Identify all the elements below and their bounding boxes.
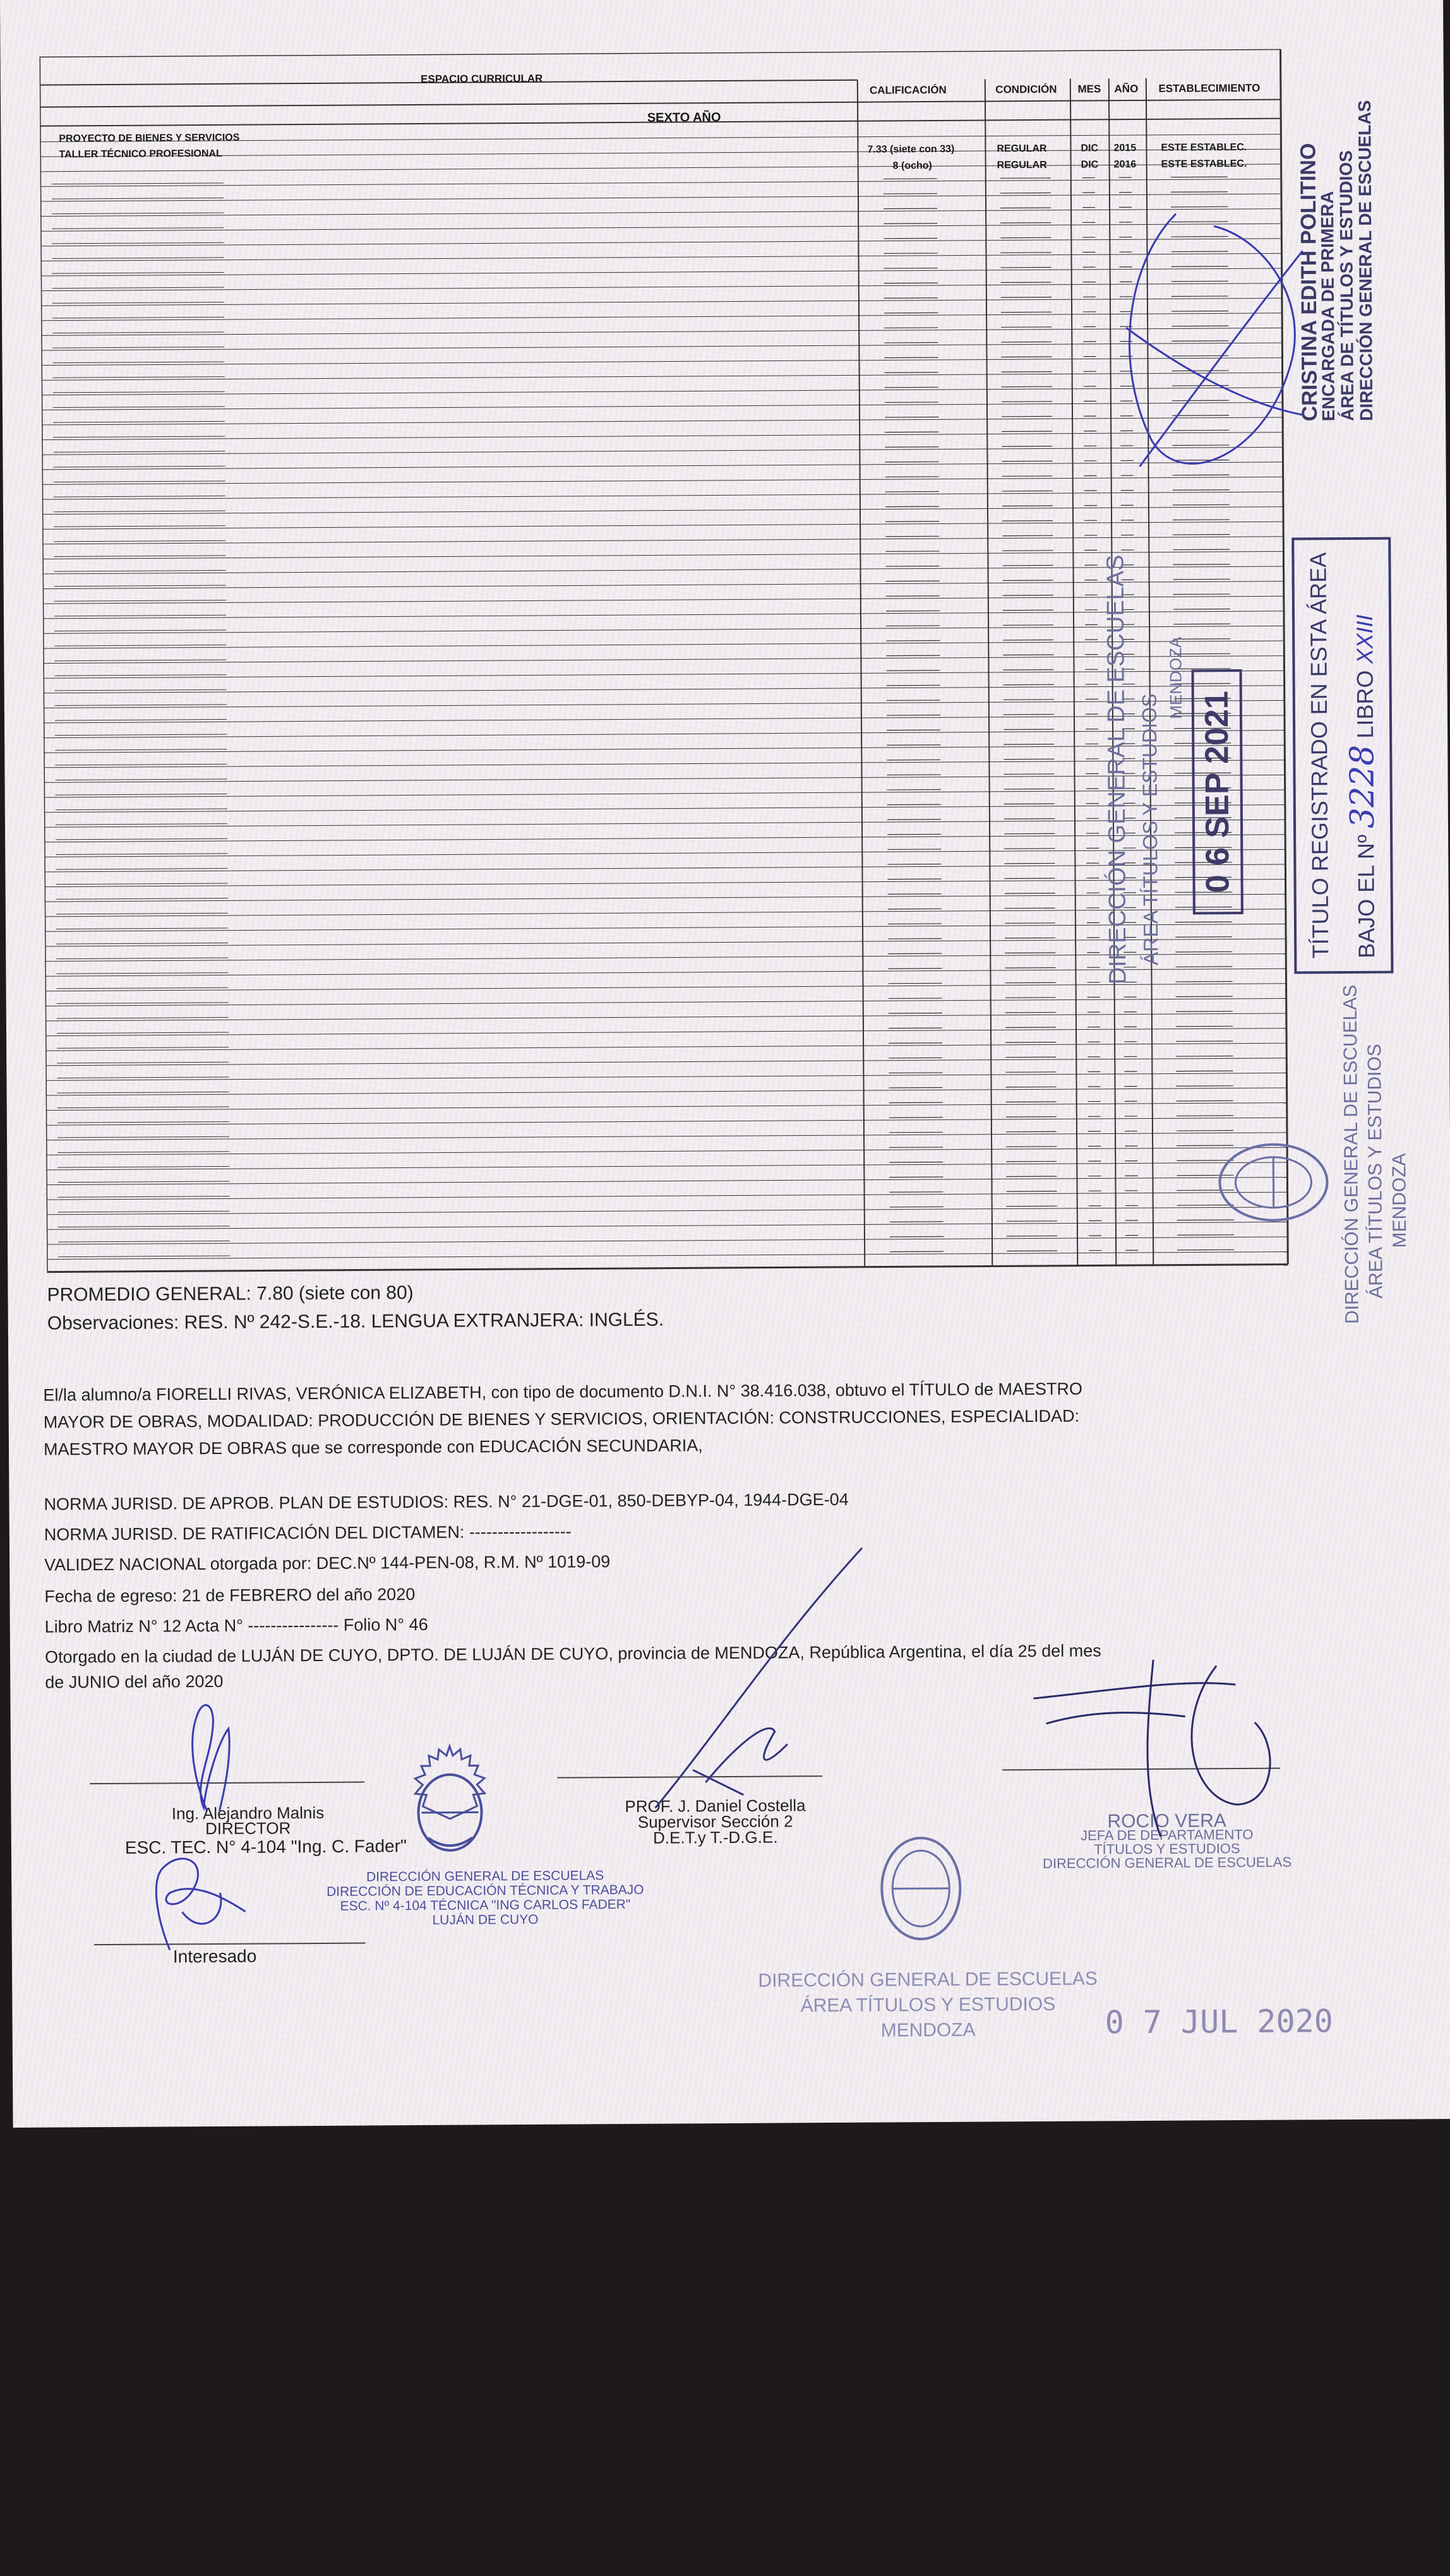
date-stamp: 0 7 JUL 2020 xyxy=(1105,2003,1334,2041)
official-stamp: CRISTINA EDITH POLITINO ENCARGADA DE PRIMERA ÁREA DE TÍTULOS Y ESTUDIOS DIRECCIÓN GENERAL DE ESCUELAS xyxy=(1296,100,1377,422)
header-month: MES xyxy=(1077,83,1101,95)
registration-date-stamp: 0 6 SEP 2021 xyxy=(1192,669,1243,914)
statement-line-1: El/la alumno/a FIORELLI RIVAS, VERÓNICA ELIZABETH, con tipo de documento D.N.I. N° 38.416.038, obtuvo el TÍTULO de MAESTRO xyxy=(43,1379,1083,1405)
supervisor-block: PROF. J. Daniel Costella Supervisor Sección 2 D.E.T.y T.-D.G.E. xyxy=(625,1796,806,1847)
row-2-subject: TALLER TÉCNICO PROFESIONAL xyxy=(59,148,222,160)
row-1-subject: PROYECTO DE BIENES Y SERVICIOS xyxy=(59,132,240,145)
argentina-seal-right xyxy=(1216,1141,1331,1224)
official-signature xyxy=(1100,200,1323,504)
fecha-egreso: Fecha de egreso: 21 de FEBRERO del año 2020 xyxy=(44,1585,416,1606)
school-stamp: DIRECCIÓN GENERAL DE ESCUELAS DIRECCIÓN DE EDUCACIÓN TÉCNICA Y TRABAJO ESC. Nº 4-104 TÉCNICA "ING CARLOS FADER" LUJÁN DE CUYO xyxy=(326,1868,644,1928)
dge-area-stamp: DIRECCIÓN GENERAL DE ESCUELAS ÁREA TÍTULOS Y ESTUDIOS MENDOZA xyxy=(758,1968,1098,2041)
row-3-year: 2016 xyxy=(1113,159,1137,170)
general-average: PROMEDIO GENERAL: 7.80 (siete con 80) xyxy=(47,1282,414,1306)
row-2-grade: 7.33 (siete con 33) xyxy=(867,143,955,155)
section-title: SEXTO AÑO xyxy=(647,110,721,125)
director-block: Ing. Alejandro Malnis DIRECTOR xyxy=(171,1803,325,1839)
chief-signature xyxy=(1027,1647,1293,1851)
observations: Observaciones: RES. Nº 242-S.E.-18. LENGUA EXTRANJERA: INGLÉS. xyxy=(47,1309,664,1334)
otorgado-line-2: de JUNIO del año 2020 xyxy=(45,1671,224,1692)
supervisor-signature xyxy=(641,1542,883,1821)
norma-aprobacion: NORMA JURISD. DE APROB. PLAN DE ESTUDIOS: RES. N° 21-DGE-01, 850-DEBYP-04, 1944-DGE-04 xyxy=(44,1489,849,1514)
row-2-institution: ESTE ESTABLEC. xyxy=(1161,141,1247,153)
row-3-condition: REGULAR xyxy=(997,159,1047,171)
interesado-signature xyxy=(144,1842,252,1957)
header-institution: ESTABLECIMIENTO xyxy=(1158,81,1261,95)
registration-number: 3228 xyxy=(1343,744,1382,829)
otorgado-line-1: Otorgado en la ciudad de LUJÁN DE CUYO, DPTO. DE LUJÁN DE CUYO, provincia de MENDOZA, República Argentina, el día 25 del mes xyxy=(44,1641,1101,1667)
registration-mendoza-stamp: MENDOZA xyxy=(1166,636,1185,719)
registration-dge-stamp: DIRECCIÓN GENERAL DE ESCUELAS xyxy=(1102,554,1132,985)
row-3-month: DIC xyxy=(1081,159,1099,170)
director-signature xyxy=(168,1691,263,1818)
chief-block: ROCIO VERA JEFA DE DEPARTAMENTO TÍTULOS Y ESTUDIOS DIRECCIÓN GENERAL DE ESCUELAS xyxy=(1042,1810,1292,1871)
interesado-label: Interesado xyxy=(172,1946,257,1967)
row-3-grade: 8 (ocho) xyxy=(892,160,932,172)
header-condition: CONDICIÓN xyxy=(995,83,1057,96)
registration-box: TÍTULO REGISTRADO EN ESTA ÁREA BAJO EL Nº 3228 LIBRO XXIII xyxy=(1291,537,1393,974)
validez-nacional: VALIDEZ NACIONAL otorgada por: DEC.Nº 144-PEN-08, R.M. Nº 1019-09 xyxy=(44,1552,611,1575)
director-school: ESC. TEC. N° 4-104 "Ing. C. Fader" xyxy=(124,1836,407,1857)
libro-matriz: Libro Matriz N° 12 Acta N° ---------------- Folio N° 46 xyxy=(44,1614,428,1637)
header-grade: CALIFICACIÓN xyxy=(869,83,947,97)
row-2-year: 2015 xyxy=(1113,143,1137,154)
norma-ratificacion: NORMA JURISD. DE RATIFICACIÓN DEL DICTAMEN: ------------------ xyxy=(44,1522,572,1544)
header-year: AÑO xyxy=(1114,82,1139,95)
argentina-seal-center xyxy=(877,1832,966,1946)
row-3-institution: ESTE ESTABLEC. xyxy=(1161,158,1247,170)
registration-area-stamp: ÁREA TÍTULOS Y ESTUDIOS xyxy=(1137,693,1163,966)
argentina-seal-left xyxy=(402,1743,498,1857)
row-2-condition: REGULAR xyxy=(997,143,1047,155)
header-subject: ESPACIO CURRICULAR xyxy=(421,72,543,85)
row-2-month: DIC xyxy=(1081,143,1099,154)
statement-line-3: MAESTRO MAYOR DE OBRAS que se corresponde con EDUCACIÓN SECUNDARIA, xyxy=(43,1436,703,1459)
statement-line-2: MAYOR DE OBRAS, MODALIDAD: PRODUCCIÓN DE BIENES Y SERVICIOS, ORIENTACIÓN: CONSTRUCCIONES, ESPECIALIDAD: xyxy=(43,1406,1080,1432)
side-dge-stamp: DIRECCIÓN GENERAL DE ESCUELAS ÁREA TÍTULOS Y ESTUDIOS MENDOZA xyxy=(1339,984,1411,1325)
